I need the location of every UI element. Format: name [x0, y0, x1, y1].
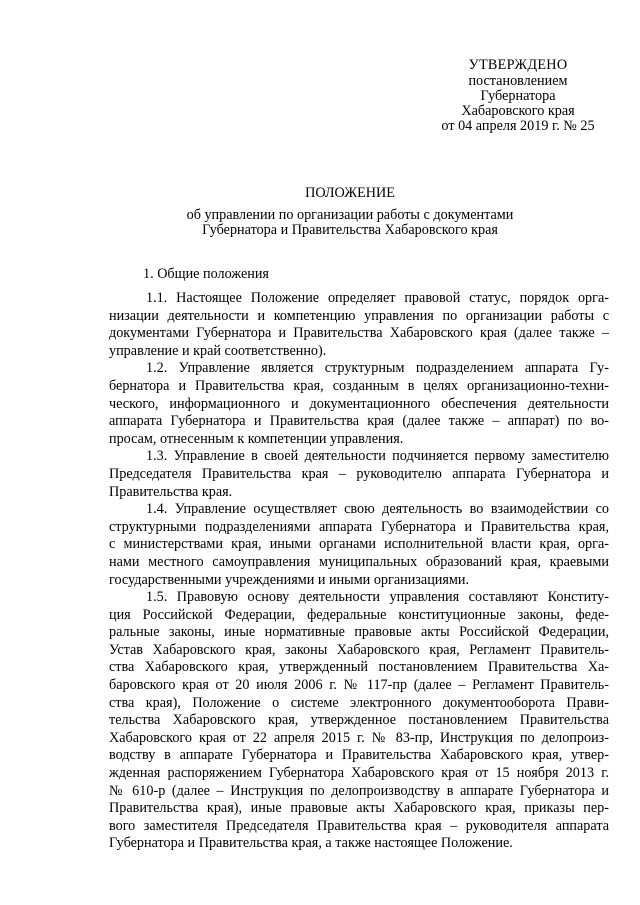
text-line: тельства Хабаровского края, утвержденное постановлением Правительства — [109, 712, 609, 729]
text-line: документами Губернатора и Правительства Хабаровского края (далее также – — [109, 325, 609, 342]
approval-date: от 04 апреля 2019 г. № 25 — [441, 118, 595, 134]
paragraph — [109, 589, 609, 853]
text-line: аппарата Губернатора и Правительства края (далее также – аппарат) по во- — [109, 413, 609, 430]
paragraph — [109, 360, 609, 448]
text-line: с министерствами края, иными органами исполнительной власти края, орга- — [109, 536, 609, 553]
text-line: 1.2. Управление является структурным подразделением аппарата Гу- — [146, 360, 609, 377]
text-line: 1.4. Управление осуществляет свою деятельность во взаимодействии со — [146, 501, 609, 518]
document-header — [100, 186, 600, 238]
text-line: низации деятельности и компетенцию управления по организации работы с — [109, 307, 609, 324]
section-title: 1. Общие положения — [143, 266, 269, 282]
text-line: 1.1. Настоящее Положение определяет правовой статус, порядок орга- — [146, 290, 609, 306]
text-line: 1.5. Правовую основу деятельности управления составляют Конститу- — [146, 589, 609, 606]
text-line: Председателя Правительства края – руководителю аппарата Губернатора и — [109, 465, 609, 482]
approval-line: постановлением — [468, 73, 568, 89]
approval-title: УТВЕРЖДЕНО — [468, 57, 568, 73]
document-subtitle: об управлении по организации работы с документами — [186, 207, 514, 223]
paragraph — [109, 290, 609, 360]
text-line: баровского края от 20 июля 2006 г. № 117-пр (далее – Регламент Правитель- — [109, 677, 609, 694]
text-line: бернатора и Правительства края, созданным в целях организационно-техни- — [109, 377, 609, 394]
document-title: ПОЛОЖЕНИЕ — [305, 185, 395, 201]
text-line: Хабаровского края от 22 апреля 2015 г. № 83-пр, Инструкция по делопроиз- — [109, 729, 609, 746]
text-line: жденная распоряжением Губернатора Хабаровского края от 15 ноября 2013 г. — [109, 765, 609, 782]
text-line: Правительства края), иные правовые акты Хабаровского края, приказы пер- — [109, 800, 609, 817]
text-line: нами местного самоуправления муниципальных образований края, краевыми — [109, 553, 609, 570]
text-line: государственными учреждениями и иными организациями. — [109, 571, 470, 588]
text-line: ческого, информационного и документационного обеспечения деятельности — [109, 395, 609, 412]
text-line: ства Хабаровского края, утвержденный постановлением Правительства Ха- — [109, 659, 609, 676]
approval-line: Губернатора — [480, 88, 556, 104]
document-body — [109, 290, 609, 853]
text-line: Устав Хабаровского края, законы Хабаровского края, Регламент Правитель- — [109, 641, 609, 658]
text-line: Губернатора и Правительства края, а также настоящее Положение. — [109, 835, 513, 852]
approval-stamp — [418, 58, 618, 134]
text-line: управление и край соответственно). — [109, 342, 327, 359]
text-line: № 610-р (далее – Инструкция по делопроизводству в аппарате Губернатора и — [109, 782, 609, 799]
paragraph — [109, 448, 609, 501]
text-line: 1.3. Управление в своей деятельности подчиняется первому заместителю — [146, 448, 609, 465]
text-line: водству в аппарате Губернатора и Правительства Хабаровского края, утвер- — [109, 747, 609, 764]
text-line: ральные законы, иные нормативные правовые акты Российской Федерации, — [109, 624, 609, 641]
document-subtitle: Губернатора и Правительства Хабаровского края — [202, 222, 498, 238]
text-line: вого заместителя Председателя Правительства края – руководителя аппарата — [109, 817, 609, 834]
text-line: структурными подразделениями аппарата Губернатора и Правительства края, — [109, 518, 609, 535]
approval-line: Хабаровского края — [461, 103, 575, 119]
text-line: ция Российской Федерации, федеральные конституционные законы, феде- — [109, 606, 609, 623]
text-line: Правительства края. — [109, 483, 233, 500]
paragraph — [109, 501, 609, 589]
text-line: ства края), Положение о системе электронного документооборота Прави- — [109, 694, 609, 711]
text-line: просам, отнесенным к компетенции управления. — [109, 430, 404, 447]
